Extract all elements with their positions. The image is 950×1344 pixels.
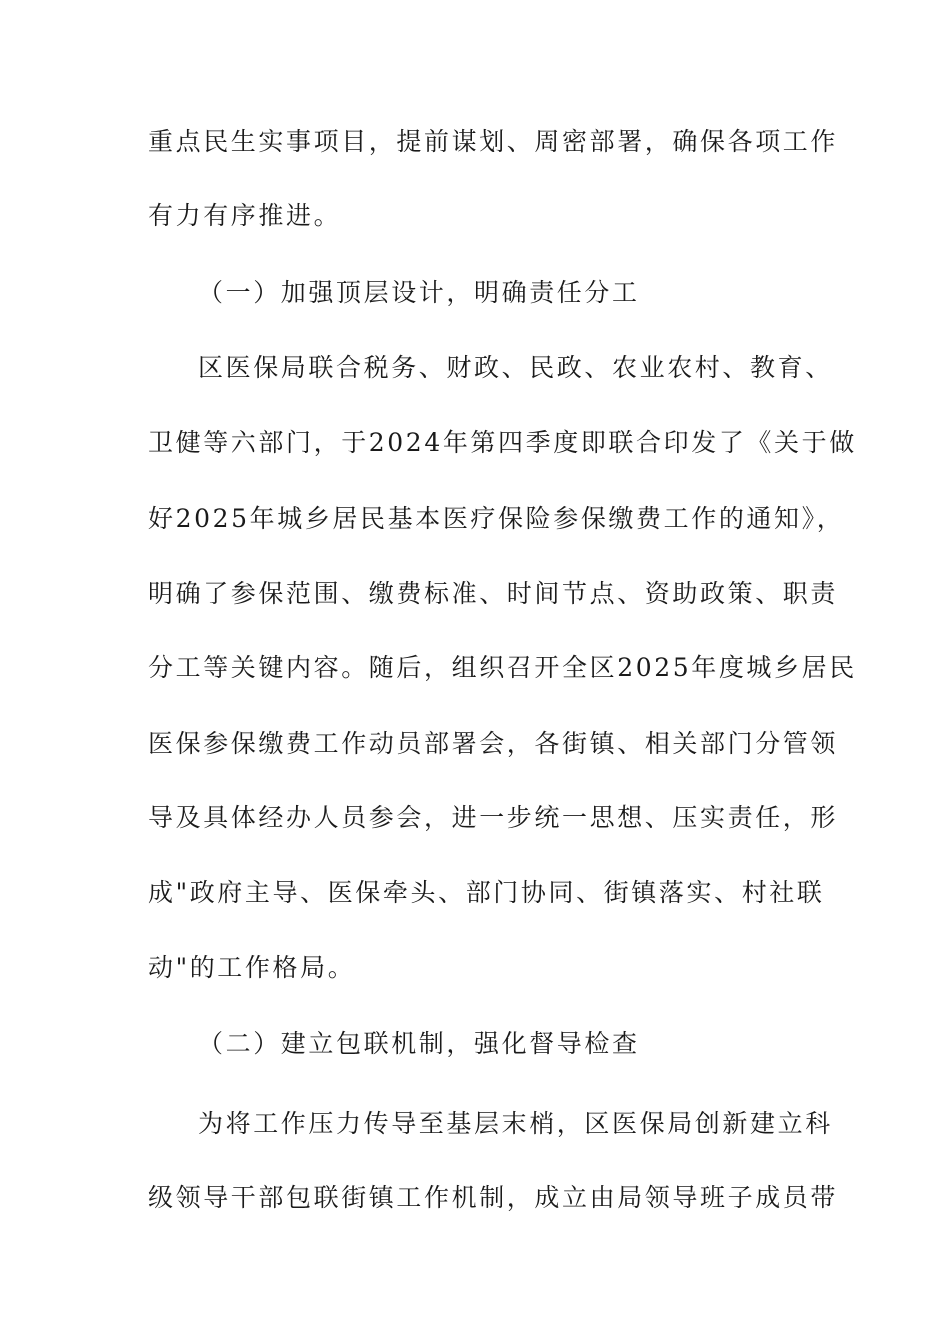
paragraph-line-12: 为将工作压力传导至基层末梢，区医保局创新建立科 [198, 1109, 833, 1138]
paragraph-line-10: 成"政府主导、医保牵头、部门协同、街镇落实、村社联 [148, 878, 825, 907]
paragraph-line-2: 有力有序推进。 [148, 201, 342, 230]
paragraph-line-6: 明确了参保范围、缴费标准、时间节点、资助政策、职责 [148, 579, 839, 608]
section-heading-2: （二）建立包联机制，强化督导检查 [198, 1029, 640, 1058]
paragraph-line-11: 动"的工作格局。 [148, 953, 356, 982]
paragraph-line-7: 分工等关键内容。随后，组织召开全区2025年度城乡居民 [148, 653, 857, 682]
paragraph-line-13: 级领导干部包联街镇工作机制，成立由局领导班子成员带 [148, 1183, 839, 1212]
paragraph-line-4: 卫健等六部门，于2024年第四季度即联合印发了《关于做 [148, 428, 857, 457]
paragraph-line-3: 区医保局联合税务、财政、民政、农业农村、教育、 [198, 353, 833, 382]
paragraph-line-9: 导及具体经办人员参会，进一步统一思想、压实责任，形 [148, 803, 839, 832]
paragraph-line-8: 医保参保缴费工作动员部署会，各街镇、相关部门分管领 [148, 729, 839, 758]
paragraph-line-1: 重点民生实事项目，提前谋划、周密部署，确保各项工作 [148, 127, 839, 156]
section-heading-1: （一）加强顶层设计，明确责任分工 [198, 278, 640, 307]
paragraph-line-5: 好2025年城乡居民基本医疗保险参保缴费工作的通知》， [148, 504, 845, 533]
